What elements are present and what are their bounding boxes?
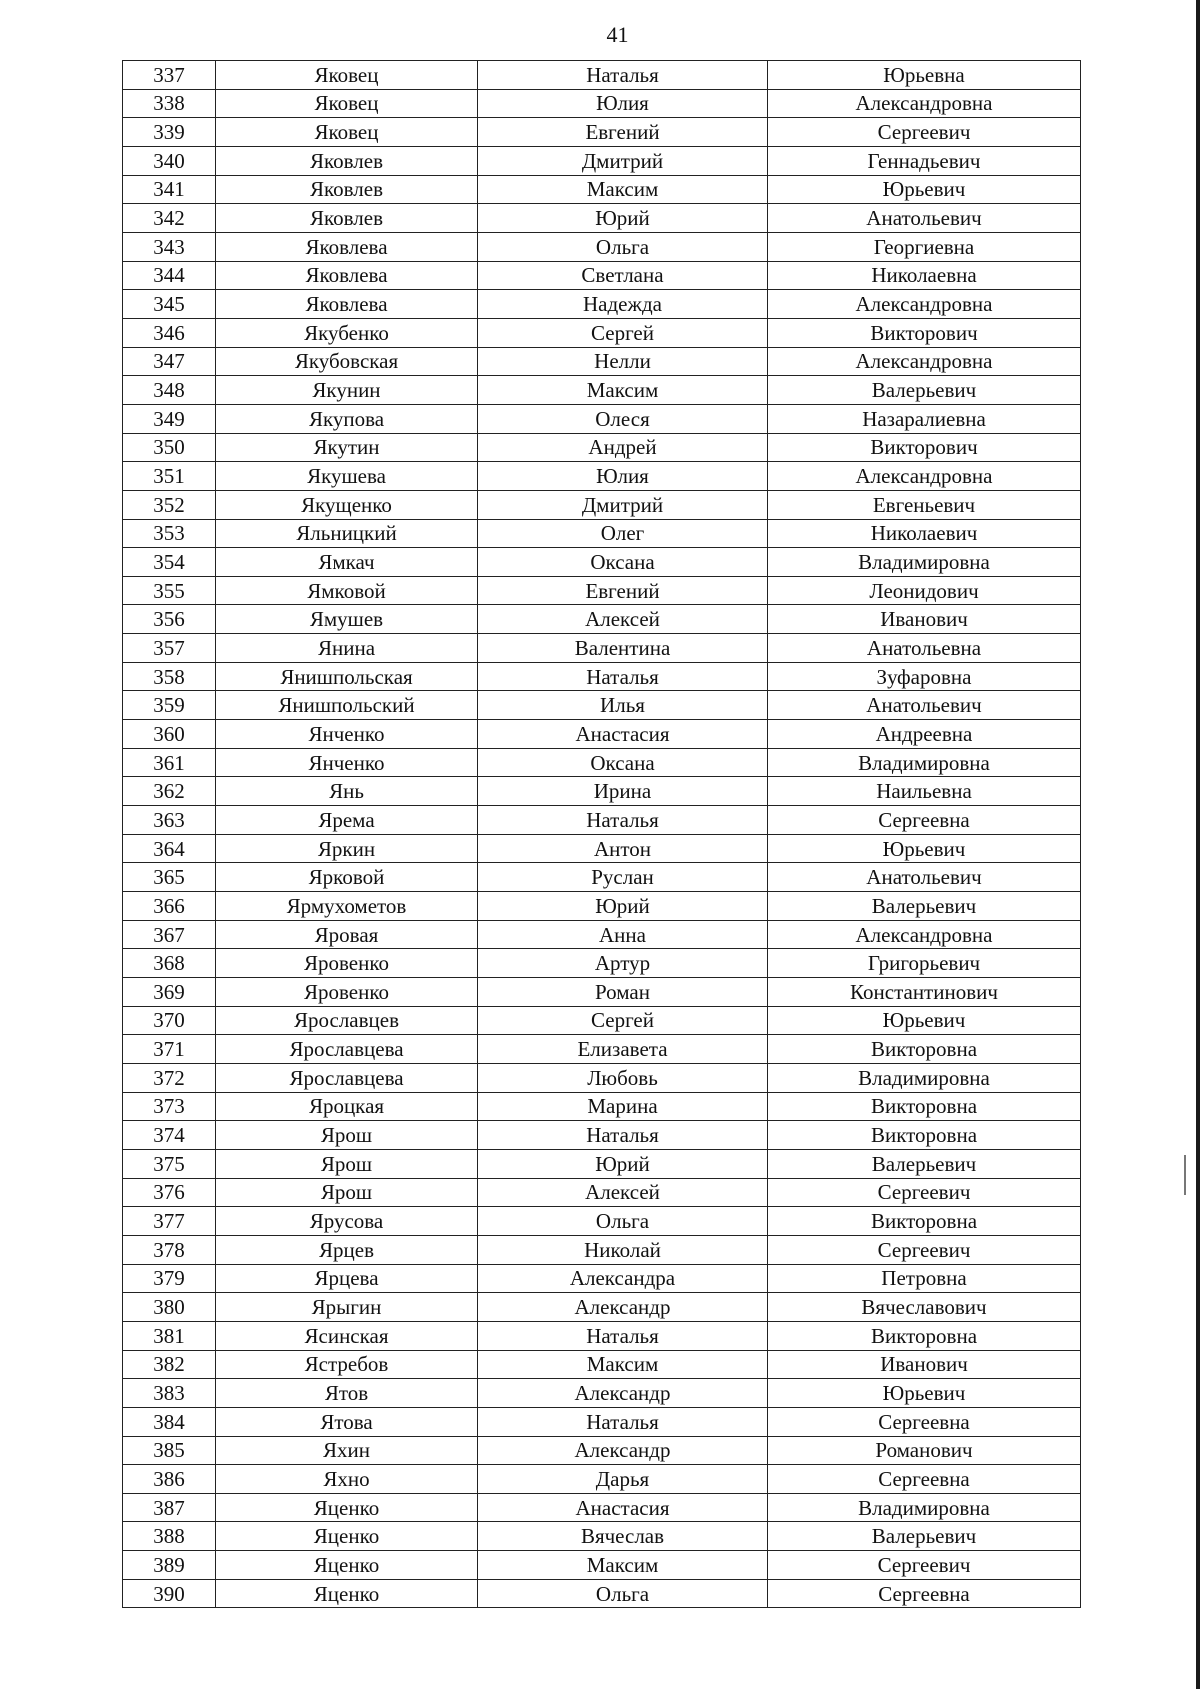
- patronymic-cell: Валерьевич: [768, 1149, 1081, 1178]
- patronymic-cell: Анатольевич: [768, 204, 1081, 233]
- patronymic-cell: Валерьевич: [768, 376, 1081, 405]
- patronymic-cell: Александровна: [768, 920, 1081, 949]
- patronymic-cell: Сергеевич: [768, 118, 1081, 147]
- first-name-cell: Андрей: [478, 433, 768, 462]
- surname-cell: Ярош: [216, 1178, 478, 1207]
- patronymic-cell: Викторовна: [768, 1092, 1081, 1121]
- table-row: [123, 204, 1081, 233]
- first-name-cell: Наталья: [478, 61, 768, 90]
- row-number-cell: 342: [123, 204, 216, 233]
- surname-cell: Ямушев: [216, 605, 478, 634]
- row-number-cell: 389: [123, 1551, 216, 1580]
- table-row: [123, 490, 1081, 519]
- first-name-cell: Юрий: [478, 892, 768, 921]
- table-row: [123, 1293, 1081, 1322]
- table-row: [123, 347, 1081, 376]
- roster-table: [122, 60, 1081, 1608]
- row-number-cell: 373: [123, 1092, 216, 1121]
- first-name-cell: Илья: [478, 691, 768, 720]
- surname-cell: Яценко: [216, 1579, 478, 1608]
- first-name-cell: Дмитрий: [478, 490, 768, 519]
- row-number-cell: 353: [123, 519, 216, 548]
- surname-cell: Яковлев: [216, 146, 478, 175]
- surname-cell: Ярыгин: [216, 1293, 478, 1322]
- surname-cell: Ярославцев: [216, 1006, 478, 1035]
- surname-cell: Ярмухометов: [216, 892, 478, 921]
- row-number-cell: 357: [123, 634, 216, 663]
- first-name-cell: Олег: [478, 519, 768, 548]
- table-row: [123, 806, 1081, 835]
- surname-cell: Яковлева: [216, 261, 478, 290]
- row-number-cell: 377: [123, 1207, 216, 1236]
- first-name-cell: Ольга: [478, 232, 768, 261]
- first-name-cell: Дарья: [478, 1465, 768, 1494]
- first-name-cell: Руслан: [478, 863, 768, 892]
- table-row: [123, 949, 1081, 978]
- row-number-cell: 361: [123, 748, 216, 777]
- table-row: [123, 548, 1081, 577]
- row-number-cell: 376: [123, 1178, 216, 1207]
- table-row: [123, 433, 1081, 462]
- patronymic-cell: Владимировна: [768, 1063, 1081, 1092]
- patronymic-cell: Валерьевич: [768, 892, 1081, 921]
- patronymic-cell: Викторович: [768, 433, 1081, 462]
- patronymic-cell: Александровна: [768, 290, 1081, 319]
- row-number-cell: 374: [123, 1121, 216, 1150]
- first-name-cell: Ольга: [478, 1207, 768, 1236]
- row-number-cell: 356: [123, 605, 216, 634]
- surname-cell: Ярош: [216, 1149, 478, 1178]
- row-number-cell: 352: [123, 490, 216, 519]
- row-number-cell: 340: [123, 146, 216, 175]
- surname-cell: Яценко: [216, 1551, 478, 1580]
- first-name-cell: Евгений: [478, 576, 768, 605]
- patronymic-cell: Юрьевич: [768, 175, 1081, 204]
- row-number-cell: 349: [123, 404, 216, 433]
- row-number-cell: 347: [123, 347, 216, 376]
- first-name-cell: Валентина: [478, 634, 768, 663]
- patronymic-cell: Сергеевна: [768, 1407, 1081, 1436]
- surname-cell: Ярковой: [216, 863, 478, 892]
- surname-cell: Яковлев: [216, 175, 478, 204]
- table-row: [123, 1579, 1081, 1608]
- first-name-cell: Нелли: [478, 347, 768, 376]
- row-number-cell: 338: [123, 89, 216, 118]
- table-row: [123, 834, 1081, 863]
- row-number-cell: 350: [123, 433, 216, 462]
- table-row: [123, 61, 1081, 90]
- row-number-cell: 386: [123, 1465, 216, 1494]
- table-row: [123, 1207, 1081, 1236]
- surname-cell: Якубенко: [216, 318, 478, 347]
- patronymic-cell: Анатольевна: [768, 634, 1081, 663]
- patronymic-cell: Юрьевич: [768, 1006, 1081, 1035]
- first-name-cell: Оксана: [478, 548, 768, 577]
- table-row: [123, 978, 1081, 1007]
- surname-cell: Якушева: [216, 462, 478, 491]
- patronymic-cell: Иванович: [768, 1350, 1081, 1379]
- patronymic-cell: Романович: [768, 1436, 1081, 1465]
- row-number-cell: 379: [123, 1264, 216, 1293]
- patronymic-cell: Юрьевна: [768, 61, 1081, 90]
- table-row: [123, 576, 1081, 605]
- table-row: [123, 863, 1081, 892]
- patronymic-cell: Анатольевич: [768, 863, 1081, 892]
- surname-cell: Ярцев: [216, 1235, 478, 1264]
- patronymic-cell: Леонидович: [768, 576, 1081, 605]
- row-number-cell: 345: [123, 290, 216, 319]
- patronymic-cell: Сергеевна: [768, 1579, 1081, 1608]
- first-name-cell: Антон: [478, 834, 768, 863]
- row-number-cell: 380: [123, 1293, 216, 1322]
- row-number-cell: 363: [123, 806, 216, 835]
- row-number-cell: 344: [123, 261, 216, 290]
- patronymic-cell: Наильевна: [768, 777, 1081, 806]
- surname-cell: Ярославцева: [216, 1063, 478, 1092]
- table-row: [123, 175, 1081, 204]
- table-row: [123, 777, 1081, 806]
- surname-cell: Ятов: [216, 1379, 478, 1408]
- table-row: [123, 318, 1081, 347]
- patronymic-cell: Александровна: [768, 347, 1081, 376]
- first-name-cell: Александр: [478, 1436, 768, 1465]
- row-number-cell: 381: [123, 1321, 216, 1350]
- first-name-cell: Юлия: [478, 89, 768, 118]
- scan-speck: [1184, 1155, 1186, 1195]
- first-name-cell: Анастасия: [478, 720, 768, 749]
- patronymic-cell: Владимировна: [768, 548, 1081, 577]
- surname-cell: Яковлева: [216, 290, 478, 319]
- first-name-cell: Дмитрий: [478, 146, 768, 175]
- first-name-cell: Юрий: [478, 204, 768, 233]
- patronymic-cell: Юрьевич: [768, 1379, 1081, 1408]
- first-name-cell: Наталья: [478, 806, 768, 835]
- first-name-cell: Максим: [478, 1551, 768, 1580]
- table-row: [123, 462, 1081, 491]
- first-name-cell: Наталья: [478, 662, 768, 691]
- patronymic-cell: Викторович: [768, 318, 1081, 347]
- table-row: [123, 1235, 1081, 1264]
- first-name-cell: Любовь: [478, 1063, 768, 1092]
- table-row: [123, 89, 1081, 118]
- table-row: [123, 1407, 1081, 1436]
- patronymic-cell: Григорьевич: [768, 949, 1081, 978]
- table-row: [123, 892, 1081, 921]
- surname-cell: Янченко: [216, 720, 478, 749]
- patronymic-cell: Юрьевич: [768, 834, 1081, 863]
- patronymic-cell: Александровна: [768, 89, 1081, 118]
- surname-cell: Ярусова: [216, 1207, 478, 1236]
- surname-cell: Янишпольская: [216, 662, 478, 691]
- surname-cell: Яковец: [216, 118, 478, 147]
- surname-cell: Яхин: [216, 1436, 478, 1465]
- row-number-cell: 387: [123, 1493, 216, 1522]
- row-number-cell: 358: [123, 662, 216, 691]
- surname-cell: Янь: [216, 777, 478, 806]
- surname-cell: Яркин: [216, 834, 478, 863]
- table-row: [123, 634, 1081, 663]
- first-name-cell: Наталья: [478, 1407, 768, 1436]
- first-name-cell: Юлия: [478, 462, 768, 491]
- table-row: [123, 1006, 1081, 1035]
- scan-edge-line: [1196, 0, 1200, 1689]
- first-name-cell: Николай: [478, 1235, 768, 1264]
- surname-cell: Ятова: [216, 1407, 478, 1436]
- patronymic-cell: Викторовна: [768, 1035, 1081, 1064]
- table-row: [123, 1149, 1081, 1178]
- surname-cell: Яровенко: [216, 978, 478, 1007]
- patronymic-cell: Геннадьевич: [768, 146, 1081, 175]
- first-name-cell: Евгений: [478, 118, 768, 147]
- patronymic-cell: Георгиевна: [768, 232, 1081, 261]
- first-name-cell: Сергей: [478, 318, 768, 347]
- table-row: [123, 118, 1081, 147]
- surname-cell: Ясинская: [216, 1321, 478, 1350]
- row-number-cell: 384: [123, 1407, 216, 1436]
- surname-cell: Янишпольский: [216, 691, 478, 720]
- table-row: [123, 1436, 1081, 1465]
- patronymic-cell: Сергеевна: [768, 1465, 1081, 1494]
- row-number-cell: 337: [123, 61, 216, 90]
- row-number-cell: 390: [123, 1579, 216, 1608]
- row-number-cell: 388: [123, 1522, 216, 1551]
- roster-table-body: [123, 61, 1081, 1608]
- patronymic-cell: Константинович: [768, 978, 1081, 1007]
- patronymic-cell: Викторовна: [768, 1321, 1081, 1350]
- first-name-cell: Александр: [478, 1293, 768, 1322]
- patronymic-cell: Николаевич: [768, 519, 1081, 548]
- patronymic-cell: Сергеевич: [768, 1178, 1081, 1207]
- patronymic-cell: Александровна: [768, 462, 1081, 491]
- first-name-cell: Вячеслав: [478, 1522, 768, 1551]
- first-name-cell: Максим: [478, 1350, 768, 1379]
- table-row: [123, 261, 1081, 290]
- table-row: [123, 720, 1081, 749]
- first-name-cell: Марина: [478, 1092, 768, 1121]
- first-name-cell: Максим: [478, 376, 768, 405]
- first-name-cell: Юрий: [478, 1149, 768, 1178]
- patronymic-cell: Сергеевна: [768, 806, 1081, 835]
- surname-cell: Яхно: [216, 1465, 478, 1494]
- first-name-cell: Ирина: [478, 777, 768, 806]
- surname-cell: Якутин: [216, 433, 478, 462]
- surname-cell: Яценко: [216, 1493, 478, 1522]
- first-name-cell: Надежда: [478, 290, 768, 319]
- table-row: [123, 1522, 1081, 1551]
- row-number-cell: 355: [123, 576, 216, 605]
- patronymic-cell: Сергеевич: [768, 1551, 1081, 1580]
- table-row: [123, 605, 1081, 634]
- surname-cell: Янина: [216, 634, 478, 663]
- row-number-cell: 339: [123, 118, 216, 147]
- first-name-cell: Алексей: [478, 605, 768, 634]
- surname-cell: Ярцева: [216, 1264, 478, 1293]
- surname-cell: Ярославцева: [216, 1035, 478, 1064]
- patronymic-cell: Евгеньевич: [768, 490, 1081, 519]
- surname-cell: Яровая: [216, 920, 478, 949]
- first-name-cell: Наталья: [478, 1321, 768, 1350]
- page-number: 41: [606, 22, 629, 47]
- surname-cell: Ярош: [216, 1121, 478, 1150]
- first-name-cell: Олеся: [478, 404, 768, 433]
- row-number-cell: 372: [123, 1063, 216, 1092]
- surname-cell: Ямкач: [216, 548, 478, 577]
- surname-cell: Яковлева: [216, 232, 478, 261]
- patronymic-cell: Иванович: [768, 605, 1081, 634]
- row-number-cell: 369: [123, 978, 216, 1007]
- row-number-cell: 341: [123, 175, 216, 204]
- first-name-cell: Сергей: [478, 1006, 768, 1035]
- row-number-cell: 378: [123, 1235, 216, 1264]
- surname-cell: Яльницкий: [216, 519, 478, 548]
- patronymic-cell: Андреевна: [768, 720, 1081, 749]
- first-name-cell: Ольга: [478, 1579, 768, 1608]
- first-name-cell: Елизавета: [478, 1035, 768, 1064]
- row-number-cell: 359: [123, 691, 216, 720]
- surname-cell: Яковец: [216, 89, 478, 118]
- table-row: [123, 1264, 1081, 1293]
- surname-cell: Янченко: [216, 748, 478, 777]
- row-number-cell: 370: [123, 1006, 216, 1035]
- first-name-cell: Александр: [478, 1379, 768, 1408]
- patronymic-cell: Сергеевич: [768, 1235, 1081, 1264]
- row-number-cell: 382: [123, 1350, 216, 1379]
- table-row: [123, 1035, 1081, 1064]
- table-row: [123, 662, 1081, 691]
- patronymic-cell: Валерьевич: [768, 1522, 1081, 1551]
- surname-cell: Яковец: [216, 61, 478, 90]
- patronymic-cell: Владимировна: [768, 1493, 1081, 1522]
- first-name-cell: Оксана: [478, 748, 768, 777]
- table-row: [123, 146, 1081, 175]
- row-number-cell: 385: [123, 1436, 216, 1465]
- row-number-cell: 364: [123, 834, 216, 863]
- surname-cell: Якубовская: [216, 347, 478, 376]
- table-row: [123, 1493, 1081, 1522]
- table-row: [123, 691, 1081, 720]
- row-number-cell: 375: [123, 1149, 216, 1178]
- table-row: [123, 1178, 1081, 1207]
- patronymic-cell: Петровна: [768, 1264, 1081, 1293]
- table-row: [123, 1121, 1081, 1150]
- patronymic-cell: Анатольевич: [768, 691, 1081, 720]
- row-number-cell: 343: [123, 232, 216, 261]
- row-number-cell: 360: [123, 720, 216, 749]
- row-number-cell: 366: [123, 892, 216, 921]
- surname-cell: Яроцкая: [216, 1092, 478, 1121]
- row-number-cell: 365: [123, 863, 216, 892]
- row-number-cell: 351: [123, 462, 216, 491]
- first-name-cell: Анастасия: [478, 1493, 768, 1522]
- surname-cell: Ямковой: [216, 576, 478, 605]
- table-row: [123, 1551, 1081, 1580]
- first-name-cell: Анна: [478, 920, 768, 949]
- patronymic-cell: Зуфаровна: [768, 662, 1081, 691]
- first-name-cell: Максим: [478, 175, 768, 204]
- table-row: [123, 1465, 1081, 1494]
- first-name-cell: Роман: [478, 978, 768, 1007]
- table-row: [123, 376, 1081, 405]
- patronymic-cell: Назаралиевна: [768, 404, 1081, 433]
- patronymic-cell: Викторовна: [768, 1207, 1081, 1236]
- table-row: [123, 232, 1081, 261]
- first-name-cell: Наталья: [478, 1121, 768, 1150]
- row-number-cell: 362: [123, 777, 216, 806]
- surname-cell: Ярема: [216, 806, 478, 835]
- row-number-cell: 346: [123, 318, 216, 347]
- row-number-cell: 348: [123, 376, 216, 405]
- patronymic-cell: Николаевна: [768, 261, 1081, 290]
- patronymic-cell: Викторовна: [768, 1121, 1081, 1150]
- row-number-cell: 354: [123, 548, 216, 577]
- surname-cell: Яковлев: [216, 204, 478, 233]
- first-name-cell: Артур: [478, 949, 768, 978]
- table-row: [123, 1321, 1081, 1350]
- row-number-cell: 383: [123, 1379, 216, 1408]
- first-name-cell: Алексей: [478, 1178, 768, 1207]
- table-row: [123, 290, 1081, 319]
- surname-cell: Якунин: [216, 376, 478, 405]
- table-row: [123, 1350, 1081, 1379]
- table-row: [123, 1092, 1081, 1121]
- surname-cell: Ястребов: [216, 1350, 478, 1379]
- first-name-cell: Светлана: [478, 261, 768, 290]
- row-number-cell: 367: [123, 920, 216, 949]
- row-number-cell: 368: [123, 949, 216, 978]
- surname-cell: Яровенко: [216, 949, 478, 978]
- patronymic-cell: Владимировна: [768, 748, 1081, 777]
- table-row: [123, 748, 1081, 777]
- table-row: [123, 1063, 1081, 1092]
- surname-cell: Якупова: [216, 404, 478, 433]
- first-name-cell: Александра: [478, 1264, 768, 1293]
- row-number-cell: 371: [123, 1035, 216, 1064]
- surname-cell: Яценко: [216, 1522, 478, 1551]
- surname-cell: Якущенко: [216, 490, 478, 519]
- table-row: [123, 1379, 1081, 1408]
- table-row: [123, 519, 1081, 548]
- table-row: [123, 404, 1081, 433]
- patronymic-cell: Вячеславович: [768, 1293, 1081, 1322]
- table-row: [123, 920, 1081, 949]
